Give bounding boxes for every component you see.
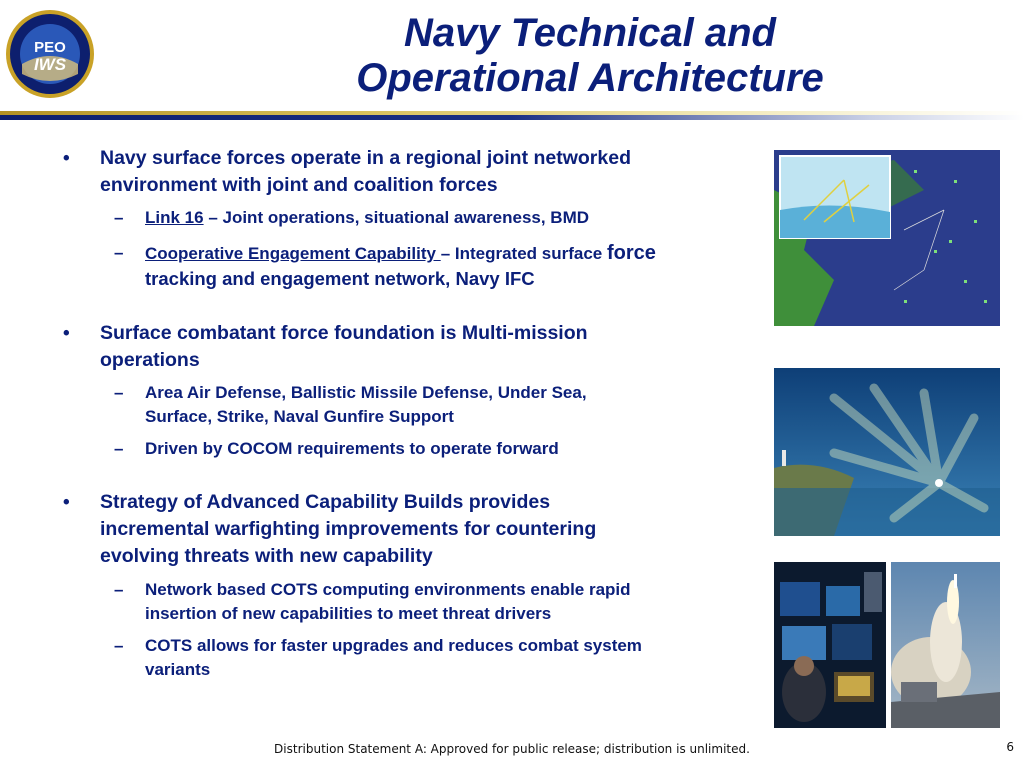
page-title-line1: Navy Technical and bbox=[404, 11, 776, 55]
bullet-3-line-2: incremental warfighting improvements for countering bbox=[100, 518, 597, 540]
sub-bullet-cots-line-2: insertion of new capabilities to meet threat drivers bbox=[145, 604, 552, 623]
sub-bullet-upgrades-line-2: variants bbox=[145, 660, 211, 679]
logo-initials-top: PEO bbox=[34, 39, 66, 56]
sub-bullet-marker: – bbox=[114, 243, 124, 262]
sub-bullet-cec bbox=[145, 241, 755, 266]
sub-bullet-text: – Joint operations, situational awareness, BMD bbox=[203, 208, 590, 227]
page-number: 6 bbox=[1006, 740, 1014, 754]
sub-bullet-marker: – bbox=[114, 208, 124, 227]
sub-bullet-cots-line-1: Network based COTS computing environments enable rapid bbox=[145, 580, 631, 599]
sub-bullet-text-large: force bbox=[606, 242, 656, 264]
cec-link[interactable]: Cooperative Engagement Capability bbox=[145, 244, 441, 263]
sub-bullet-link16 bbox=[145, 206, 755, 230]
distribution-statement: Distribution Statement A: Approved for public release; distribution is unlimited. bbox=[274, 742, 750, 756]
page-title-line2: Operational Architecture bbox=[356, 56, 824, 100]
sub-bullet-text: – Integrated surface bbox=[440, 244, 607, 263]
missile-launch-photo bbox=[891, 562, 1000, 728]
bullet-2-line-1: Surface combatant force foundation is Multi-mission bbox=[100, 322, 588, 344]
sub-bullet-marker: – bbox=[114, 580, 124, 599]
bullet-marker: • bbox=[63, 323, 70, 344]
sub-bullet-marker: – bbox=[114, 383, 124, 402]
bullet-2-line-2: operations bbox=[100, 349, 200, 371]
sub-bullet-cocom: Driven by COCOM requirements to operate forward bbox=[145, 439, 559, 458]
logo-initials-bottom: IWS bbox=[33, 55, 67, 74]
bullet-1-line-2: environment with joint and coalition forces bbox=[100, 174, 498, 196]
sub-bullet-marker: – bbox=[114, 636, 124, 655]
bullet-3-line-3: evolving threats with new capability bbox=[100, 545, 433, 567]
operators-console-photo bbox=[774, 562, 886, 728]
bullet-1-line-1: Navy surface forces operate in a regional joint networked bbox=[100, 147, 631, 169]
sub-bullet-cec-line-2: tracking and engagement network, Navy IFC bbox=[145, 268, 535, 289]
network-map-image bbox=[774, 150, 1000, 326]
engagement-diagram-image bbox=[774, 368, 1000, 536]
sub-bullet-missions-line-1: Area Air Defense, Ballistic Missile Defense, Under Sea, bbox=[145, 383, 587, 402]
link-16-link[interactable]: Link 16 bbox=[145, 208, 204, 227]
bullet-3-line-1: Strategy of Advanced Capability Builds provides bbox=[100, 491, 551, 513]
sub-bullet-missions-line-2: Surface, Strike, Naval Gunfire Support bbox=[145, 407, 454, 426]
sub-bullet-upgrades-line-1: COTS allows for faster upgrades and reduces combat system bbox=[145, 636, 642, 655]
bullet-marker: • bbox=[63, 492, 70, 513]
bullet-marker: • bbox=[63, 148, 70, 169]
sub-bullet-marker: – bbox=[114, 439, 124, 458]
